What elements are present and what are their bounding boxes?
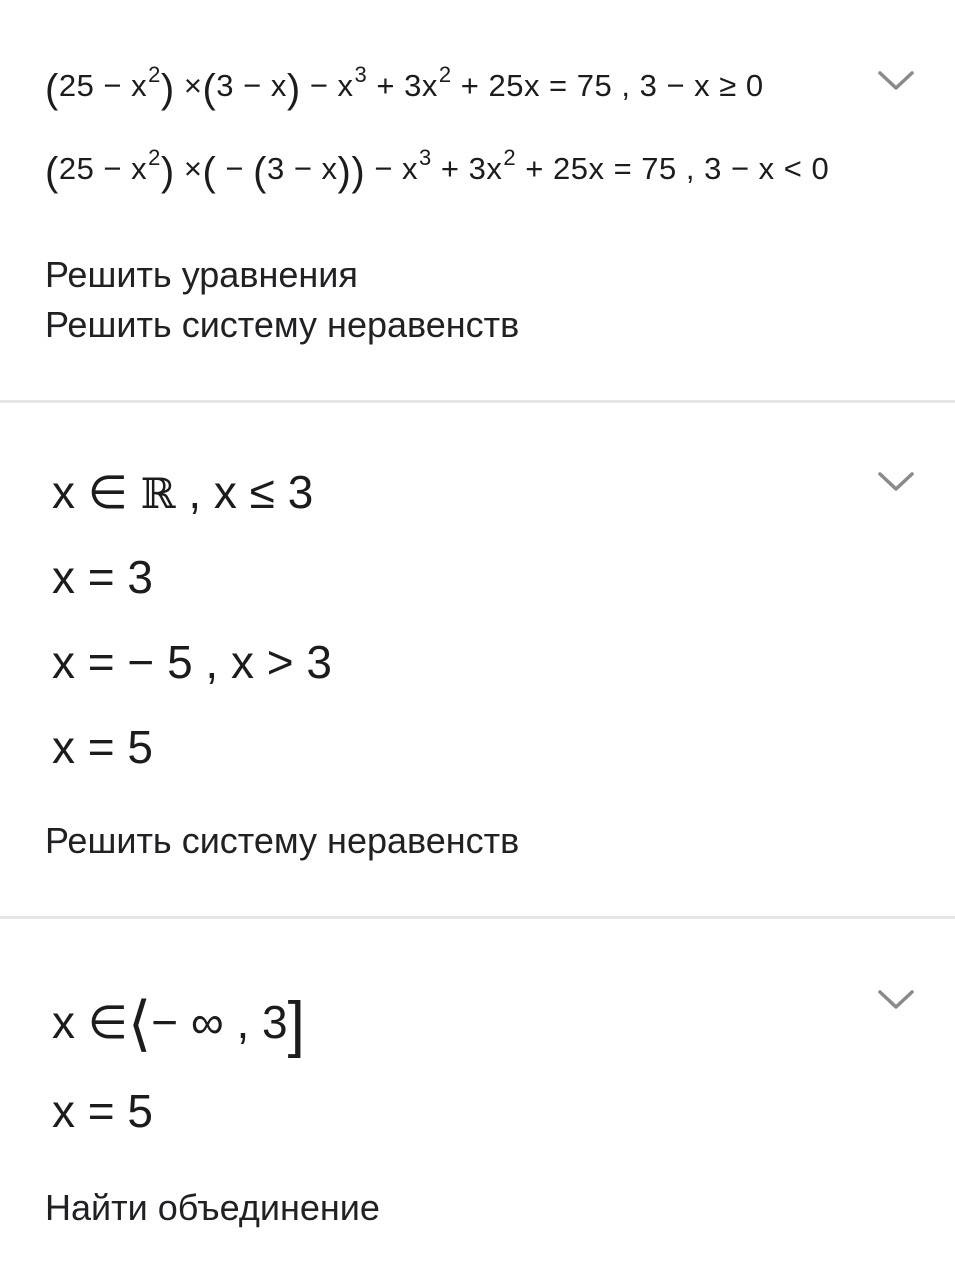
interval-open-bracket: ⟨ bbox=[127, 990, 152, 1057]
step-card-2 bbox=[0, 403, 955, 916]
times-sign: × bbox=[183, 151, 203, 186]
term: 25 − x bbox=[58, 151, 148, 186]
result-interval bbox=[52, 989, 305, 1060]
term: x ∈ bbox=[52, 466, 141, 518]
times-sign: × bbox=[183, 68, 203, 103]
paren: ) bbox=[337, 150, 352, 194]
action-solve-equations: Решить уравнения bbox=[45, 254, 358, 295]
step-card-1 bbox=[0, 0, 955, 400]
term: + 25x = 75 , 3 − x ≥ 0 bbox=[460, 68, 764, 103]
paren: ( bbox=[45, 150, 59, 194]
result-x-equals-5: x = 5 bbox=[52, 1085, 154, 1137]
real-numbers-symbol: ℝ bbox=[140, 469, 176, 518]
term: , x ≤ 3 bbox=[175, 466, 314, 518]
term: x ∈ bbox=[52, 996, 128, 1048]
term: + 25x = 75 , 3 − x < 0 bbox=[525, 151, 830, 186]
exponent: 3 bbox=[354, 62, 368, 87]
action-find-union: Найти объединение bbox=[45, 1187, 380, 1228]
interval-close-bracket: ] bbox=[287, 990, 305, 1059]
paren: ) bbox=[160, 67, 175, 111]
paren: ( bbox=[45, 67, 59, 111]
term: − x bbox=[309, 68, 354, 103]
step-card-3 bbox=[0, 919, 955, 1282]
paren: ( bbox=[253, 150, 267, 194]
paren: ( bbox=[202, 67, 217, 111]
result-x-equals-3: x = 3 bbox=[52, 551, 154, 603]
action-solve-inequality-system: Решить систему неравенств bbox=[45, 304, 520, 345]
paren: ) bbox=[160, 150, 175, 194]
action-solve-inequality-system: Решить систему неравенств bbox=[45, 820, 520, 861]
paren: ( bbox=[202, 150, 217, 194]
result-x-equals-5: x = 5 bbox=[52, 721, 154, 773]
exponent: 2 bbox=[503, 145, 517, 170]
chevron-down-icon[interactable] bbox=[876, 469, 916, 499]
term: + 3x bbox=[376, 68, 438, 103]
paren: ) bbox=[286, 67, 301, 111]
exponent: 2 bbox=[148, 145, 161, 170]
exponent: 2 bbox=[148, 62, 161, 87]
minus-sign: − bbox=[225, 151, 245, 186]
term: − x bbox=[374, 151, 419, 186]
term: 3 − x bbox=[266, 151, 338, 186]
term: 25 − x bbox=[58, 68, 148, 103]
equation-case-nonnegative bbox=[45, 62, 764, 112]
chevron-down-icon[interactable] bbox=[876, 987, 916, 1017]
paren: ) bbox=[351, 150, 366, 194]
equation-case-negative bbox=[45, 145, 829, 195]
exponent: 2 bbox=[438, 62, 452, 87]
exponent: 3 bbox=[419, 145, 432, 170]
result-real-numbers bbox=[52, 465, 313, 519]
term: − ∞ , 3 bbox=[151, 996, 288, 1048]
term: + 3x bbox=[440, 151, 503, 186]
chevron-down-icon[interactable] bbox=[876, 68, 916, 98]
term: 3 − x bbox=[216, 68, 287, 103]
result-x-equals-minus-5: x = − 5 , x > 3 bbox=[52, 636, 332, 688]
